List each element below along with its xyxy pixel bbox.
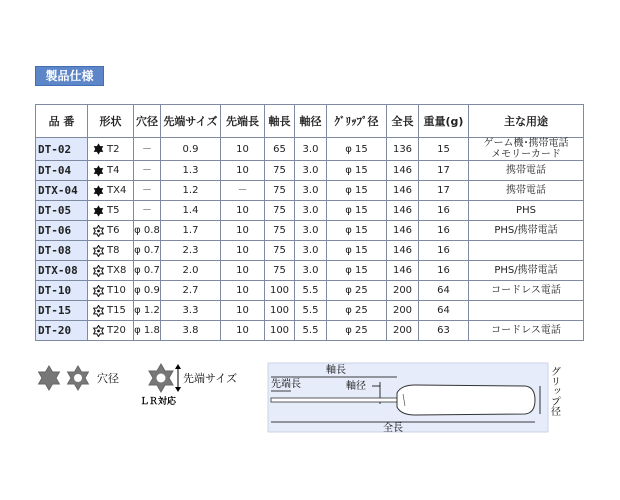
star-hole-icon [92, 225, 105, 237]
hole-cell: φ 0.9 [134, 281, 161, 301]
tip-size-cell: 2.7 [161, 281, 221, 301]
weight-cell: 17 [419, 181, 469, 201]
table-header-row [36, 105, 584, 138]
tip-len-cell: 10 [221, 201, 265, 221]
weight-cell: 64 [419, 281, 469, 301]
solid-star-icon [39, 366, 60, 390]
hole-cell: φ 0.8 [134, 221, 161, 241]
use-cell [469, 241, 584, 261]
shaft-len-cell: 100 [265, 321, 295, 341]
column-header: 軸径 [295, 105, 327, 138]
tip-len-cell: － [221, 181, 265, 201]
shaft-len-cell: 65 [265, 138, 295, 161]
tip-size-cell: 0.9 [161, 138, 221, 161]
tip-len-cell: 10 [221, 161, 265, 181]
shaft-len-cell: 75 [265, 161, 295, 181]
tip-type-label: T4 [107, 165, 120, 176]
use-cell: 携帯電話 [469, 161, 584, 181]
hole-star-icon [68, 366, 89, 390]
column-header: 品 番 [36, 105, 88, 138]
table-row [36, 138, 584, 161]
tip-type-label: T20 [107, 325, 126, 336]
hole-cell: － [134, 161, 161, 181]
shaft-len-cell: 75 [265, 201, 295, 221]
table-row [36, 181, 584, 201]
tip-length-label: 先端長 [271, 379, 301, 390]
lr-compatible-label: ＬＲ対応 [140, 397, 177, 407]
model-number-cell: DT-04 [36, 161, 88, 181]
use-cell: コードレス電話 [469, 321, 584, 341]
shaft-dia-cell: 3.0 [295, 161, 327, 181]
use-cell: ゲーム機･携帯電話 メモリーカード [469, 138, 584, 161]
total-len-cell: 200 [387, 281, 419, 301]
tip-type-label: TX8 [107, 265, 127, 276]
grip-dia-cell: φ 15 [327, 138, 387, 161]
table-row [36, 201, 584, 221]
weight-cell: 15 [419, 138, 469, 161]
model-number-cell: DT-20 [36, 321, 88, 341]
total-length-label: 全長 [383, 423, 403, 434]
tip-len-cell: 10 [221, 321, 265, 341]
shaft-dia-cell: 5.5 [295, 321, 327, 341]
tip-size-cell: 2.0 [161, 261, 221, 281]
tip-len-cell: 10 [221, 241, 265, 261]
grip-dia-cell: φ 15 [327, 181, 387, 201]
tip-size-cell: 3.8 [161, 321, 221, 341]
tip-type-label: T8 [107, 245, 120, 256]
hole-cell: － [134, 201, 161, 221]
shaft-dia-cell: 3.0 [295, 241, 327, 261]
grip-diameter-label: グリップ径 [548, 366, 560, 416]
grip-dia-cell: φ 25 [327, 321, 387, 341]
hole-cell: φ 1.2 [134, 301, 161, 321]
grip-dia-cell: φ 15 [327, 241, 387, 261]
model-number-cell: DT-02 [36, 138, 88, 161]
weight-cell: 16 [419, 241, 469, 261]
table-row [36, 161, 584, 181]
shaft-dia-cell: 3.0 [295, 181, 327, 201]
model-number-cell: DTX-04 [36, 181, 88, 201]
shaft-dia-cell: 3.0 [295, 221, 327, 241]
star-icon [92, 185, 105, 197]
weight-cell: 16 [419, 221, 469, 241]
tip-size-cell: 1.3 [161, 161, 221, 181]
weight-cell: 63 [419, 321, 469, 341]
tip-len-cell: 10 [221, 281, 265, 301]
star-hole-icon [92, 305, 105, 317]
table-row [36, 261, 584, 281]
table-row [36, 301, 584, 321]
shape-cell [88, 181, 134, 201]
column-header: 形状 [88, 105, 134, 138]
column-header: 穴径 [134, 105, 161, 138]
shaft-dia-cell: 3.0 [295, 261, 327, 281]
grip-dia-cell: φ 15 [327, 161, 387, 181]
star-hole-icon [92, 245, 105, 257]
total-len-cell: 146 [387, 181, 419, 201]
column-header: 軸長 [265, 105, 295, 138]
use-cell: 携帯電話 [469, 181, 584, 201]
total-len-cell: 146 [387, 161, 419, 181]
tip-size-cell: 2.3 [161, 241, 221, 261]
tip-size-cell: 3.3 [161, 301, 221, 321]
use-cell: コードレス電話 [469, 281, 584, 301]
grip-dia-cell: φ 25 [327, 301, 387, 321]
tip-size-cell: 1.2 [161, 181, 221, 201]
hole-diameter-label: 穴径 [97, 372, 119, 385]
tip-len-cell: 10 [221, 138, 265, 161]
legend-area [35, 360, 583, 490]
tip-type-label: T5 [107, 205, 120, 216]
hole-cell: φ 1.8 [134, 321, 161, 341]
star-hole-icon [92, 325, 105, 337]
column-header: 全長 [387, 105, 419, 138]
column-header: ｸﾞﾘｯﾌﾟ径 [327, 105, 387, 138]
total-len-cell: 146 [387, 261, 419, 281]
tip-type-label: T6 [107, 225, 120, 236]
column-header: 先端長 [221, 105, 265, 138]
shaft-diameter-label: 軸径 [346, 381, 366, 392]
total-len-cell: 146 [387, 201, 419, 221]
tip-type-label: TX4 [107, 185, 127, 196]
use-cell: PHS [469, 201, 584, 221]
total-len-cell: 200 [387, 321, 419, 341]
tip-len-cell: 10 [221, 221, 265, 241]
total-len-cell: 200 [387, 301, 419, 321]
use-cell [469, 301, 584, 321]
star-hole-icon [92, 285, 105, 297]
column-header: 先端サイズ [161, 105, 221, 138]
shape-cell [88, 321, 134, 341]
model-number-cell: DT-06 [36, 221, 88, 241]
model-number-cell: DTX-08 [36, 261, 88, 281]
table-row [36, 241, 584, 261]
tip-size-legend-label: 先端サイズ [183, 372, 238, 385]
shape-cell [88, 301, 134, 321]
shaft-len-cell: 100 [265, 301, 295, 321]
shaft-dia-cell: 5.5 [295, 301, 327, 321]
shape-cell [88, 221, 134, 241]
hole-cell: φ 0.7 [134, 261, 161, 281]
grip-dia-cell: φ 15 [327, 261, 387, 281]
shaft-len-cell: 75 [265, 241, 295, 261]
hole-cell: － [134, 138, 161, 161]
star-icon [92, 205, 105, 217]
model-number-cell: DT-08 [36, 241, 88, 261]
grip-dia-cell: φ 15 [327, 201, 387, 221]
use-cell: PHS/携帯電話 [469, 261, 584, 281]
grip-dia-cell: φ 15 [327, 221, 387, 241]
tip-size-cell: 1.4 [161, 201, 221, 221]
weight-cell: 17 [419, 161, 469, 181]
shape-cell [88, 261, 134, 281]
shaft-len-cell: 100 [265, 281, 295, 301]
legend-diagram-svg [35, 360, 583, 490]
total-len-cell: 136 [387, 138, 419, 161]
tip-size-cell: 1.7 [161, 221, 221, 241]
tip-type-label: T2 [107, 143, 120, 155]
use-cell: PHS/携帯電話 [469, 221, 584, 241]
shaft-dia-cell: 3.0 [295, 138, 327, 161]
tip-type-label: T15 [107, 305, 126, 316]
column-header: 重量(g) [419, 105, 469, 138]
total-len-cell: 146 [387, 241, 419, 261]
shape-cell [88, 138, 134, 161]
hole-cell: － [134, 181, 161, 201]
model-number-cell: DT-10 [36, 281, 88, 301]
shaft-len-cell: 75 [265, 181, 295, 201]
shaft-len-cell: 75 [265, 221, 295, 241]
tip-len-cell: 10 [221, 301, 265, 321]
table-row [36, 321, 584, 341]
shape-cell [88, 161, 134, 181]
tip-len-cell: 10 [221, 261, 265, 281]
shaft-dia-cell: 5.5 [295, 281, 327, 301]
table-row [36, 221, 584, 241]
model-number-cell: DT-05 [36, 201, 88, 221]
weight-cell: 16 [419, 201, 469, 221]
shape-cell [88, 241, 134, 261]
total-len-cell: 146 [387, 221, 419, 241]
section-title-badge: 製品仕様 [35, 66, 104, 86]
star-icon [92, 143, 105, 155]
spec-table [35, 104, 584, 341]
weight-cell: 64 [419, 301, 469, 321]
shaft-length-label: 軸長 [326, 365, 346, 376]
star-icon [92, 165, 105, 177]
grip-dia-cell: φ 25 [327, 281, 387, 301]
model-number-cell: DT-15 [36, 301, 88, 321]
tip-type-label: T10 [107, 285, 126, 296]
shaft-dia-cell: 3.0 [295, 201, 327, 221]
weight-cell: 16 [419, 261, 469, 281]
table-row [36, 281, 584, 301]
hole-cell: φ 0.7 [134, 241, 161, 261]
shape-cell [88, 281, 134, 301]
lr-star-icon [149, 364, 173, 392]
star-hole-icon [92, 265, 105, 277]
column-header: 主な用途 [469, 105, 584, 138]
shaft-len-cell: 75 [265, 261, 295, 281]
shape-cell [88, 201, 134, 221]
